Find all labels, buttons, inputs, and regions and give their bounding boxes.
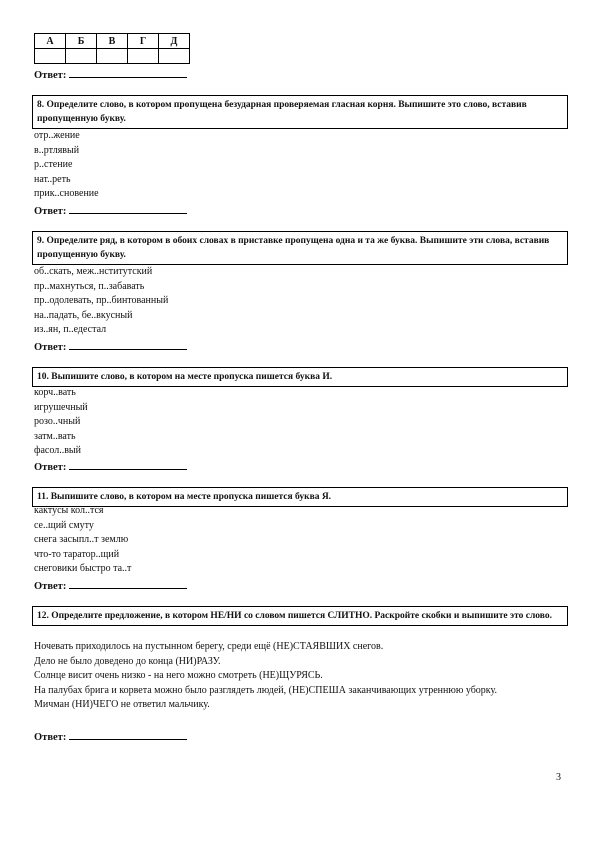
question-12-box xyxy=(32,606,568,626)
answer-table-cell[interactable] xyxy=(97,49,128,64)
option: на..падать, бе..вкусный xyxy=(34,309,133,321)
question-8-box xyxy=(32,95,568,129)
answer-table-header: А xyxy=(35,34,66,49)
option: Мичман (НИ)ЧЕГО не ответил мальчику. xyxy=(34,699,210,710)
answer-blank[interactable] xyxy=(69,339,187,350)
option: Ночевать приходилось на пустынном берегу, среди ещё (НЕ)СТАЯВШИХ снегов. xyxy=(34,641,384,652)
answer-table-header: Б xyxy=(66,34,97,49)
option: корч..вать xyxy=(34,387,76,398)
question-11-options xyxy=(34,504,568,577)
answer-blank[interactable] xyxy=(69,578,187,589)
question-12-options xyxy=(34,640,568,713)
answer-blank[interactable] xyxy=(69,67,187,78)
option: нат..реть xyxy=(34,173,71,185)
question-8-options xyxy=(34,129,568,202)
answer-table-header: Д xyxy=(159,34,190,49)
option: об..скать, меж..нститутский xyxy=(34,266,153,277)
answer-table-cell[interactable] xyxy=(128,49,159,64)
answer-line-8 xyxy=(34,203,187,218)
option: кактусы кол..тся xyxy=(34,505,104,516)
option: фасол..вый xyxy=(34,445,82,456)
option: На палубах брига и корвета можно было разглядеть людей, (НЕ)СПЕША заканчивающих утреннюю уборку. xyxy=(34,684,497,696)
question-11-text: 11. Выпишите слово, в котором на месте пропуска пишется буква Я. xyxy=(37,492,332,502)
question-9-options xyxy=(34,265,568,338)
answer-blank[interactable] xyxy=(69,459,187,470)
answer-blank[interactable] xyxy=(69,729,187,740)
answer-label: Ответ: xyxy=(34,70,67,81)
question-9-text: 9. Определите ряд, в котором в обоих словах в приставке пропущена одна и та же буква. Выпишите эти слова, вставив пропущенную букву. xyxy=(37,236,550,260)
option: Солнце висит очень низко - на него можно смотреть (НЕ)ЩУРЯСЬ. xyxy=(34,670,323,681)
answer-line-9 xyxy=(34,339,187,354)
answer-table-header: Г xyxy=(128,34,159,49)
answer-table-cell[interactable] xyxy=(66,49,97,64)
answer-line-10 xyxy=(34,459,187,474)
option: что-то таратор..щий xyxy=(34,548,120,560)
option: Дело не было доведено до конца (НИ)РАЗУ. xyxy=(34,655,221,667)
option: снега засыпл..т землю xyxy=(34,534,129,545)
answer-label: Ответ: xyxy=(34,462,67,473)
option: пр..одолевать, пр..бинтованный xyxy=(34,295,169,306)
option: игрушечный xyxy=(34,401,88,413)
answer-line-12 xyxy=(34,729,187,744)
question-12-text: 12. Определите предложение, в котором НЕ/НИ со словом пишется СЛИТНО. Раскройте скобки и выпишите это слово. xyxy=(37,611,552,621)
option: розо..чный xyxy=(34,416,81,427)
answer-table-header: В xyxy=(97,34,128,49)
option: р..стение xyxy=(34,159,73,170)
answer-label: Ответ: xyxy=(34,732,67,743)
question-10-options xyxy=(34,386,568,459)
option: отр..жение xyxy=(34,130,80,141)
answer-label: Ответ: xyxy=(34,581,67,592)
option: в..ртлявый xyxy=(34,144,80,156)
question-10-box xyxy=(32,367,568,387)
answer-blank[interactable] xyxy=(69,203,187,214)
option: из..ян, п..едестал xyxy=(34,324,107,335)
answer-table-cell[interactable] xyxy=(159,49,190,64)
page-number: 3 xyxy=(556,772,561,783)
question-10-text: 10. Выпишите слово, в котором на месте пропуска пишется буква И. xyxy=(37,372,333,382)
option: пр..махнуться, п..забавать xyxy=(34,280,145,292)
option: прик..сновение xyxy=(34,188,99,199)
answer-label: Ответ: xyxy=(34,206,67,217)
question-8-text: 8. Определите слово, в котором пропущена безударная проверяемая гласная корня. Выпишите это слово, вставив пропущенную букву. xyxy=(37,100,527,124)
option: снеговики быстро та..т xyxy=(34,563,132,574)
question-9-box xyxy=(32,231,568,265)
option: затм..вать xyxy=(34,430,76,442)
answer-table-cell[interactable] xyxy=(35,49,66,64)
answer-line-11 xyxy=(34,578,187,593)
answer-label: Ответ: xyxy=(34,342,67,353)
answer-line-7 xyxy=(34,67,187,82)
answer-table xyxy=(34,33,190,64)
option: се..щий смуту xyxy=(34,519,94,531)
